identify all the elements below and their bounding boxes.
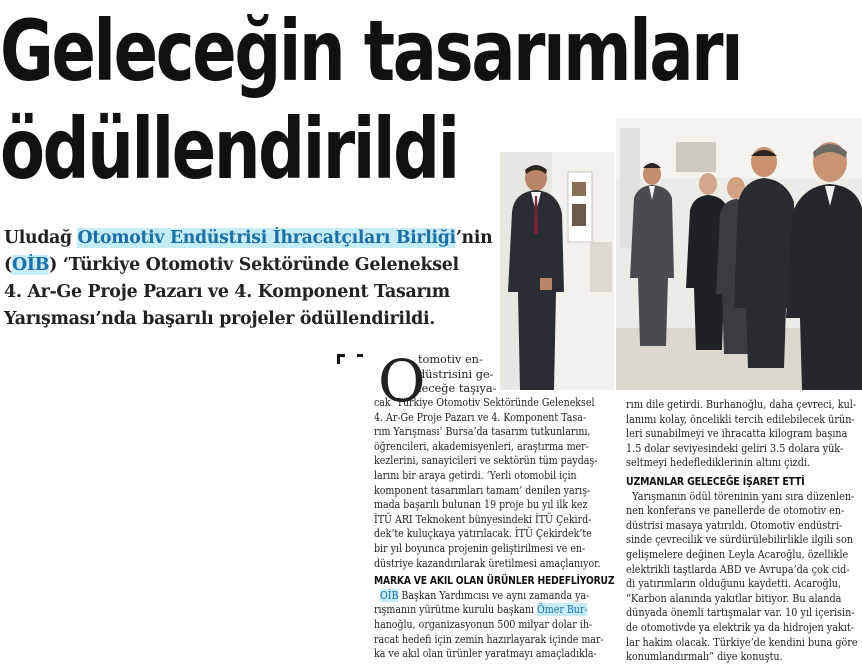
text-line: 4. Ar-Ge Proje Pazarı ve 4. Komponent Tasa- bbox=[374, 410, 587, 424]
deck-text: Uludağ bbox=[4, 228, 78, 248]
subhead-brand: MARKA VE AKIL OLAN ÜRÜNLER HEDEFLİYORUZ bbox=[374, 574, 615, 588]
text-line: larını bir araya getirdi. ‘Yerli otomobil için bbox=[374, 468, 577, 482]
text-line: düstrisi masaya yatırıldı. Otomotiv endüstri- bbox=[626, 518, 843, 532]
text-line: konumlandırmalı” diye konuştu. bbox=[626, 650, 783, 664]
text-line: gelişmelere değinen Leyla Acaroğlu, özellikle bbox=[626, 547, 849, 561]
text-line: kezlerini, sanayicileri ve sektörün tüm paydaş- bbox=[374, 454, 598, 468]
text-line: düstrisini ge- bbox=[418, 367, 494, 381]
text-line: rım Yarışması’ Bursa’da tasarım tutkunlarını, bbox=[374, 425, 591, 439]
deck-line-1 bbox=[4, 225, 493, 252]
text-line: nen konferans ve panellerde de otomotiv en- bbox=[626, 504, 845, 518]
photo-man-exhibition bbox=[500, 152, 614, 390]
text-line: sinde çevrecilik ve sürdürülebilirlikle ilgili son bbox=[626, 533, 853, 547]
text-span: Başkan Yardımcısı ve aynı zamanda ya- bbox=[398, 588, 590, 602]
deck-text: ( bbox=[4, 255, 12, 275]
text-line: “Karbon alanında yakıtlar bitiyor. Bu alanda bbox=[626, 591, 842, 605]
text-line: mada başarılı bulunan 19 proje bu yıl ilk kez bbox=[374, 498, 588, 512]
text-line: rını dile getirdi. Burhanoğlu, daha çevreci, kul- bbox=[626, 398, 857, 411]
text-line: cak ‘Türkiye Otomotiv Sektöründe Geleneksel bbox=[374, 396, 595, 409]
text-line: lanımı kolay, öncelikli tercih edilebilecek ürün- bbox=[626, 412, 855, 426]
text-line: de otomotivde ya elektrik ya da hidrojen yakıt- bbox=[626, 620, 855, 634]
text-line: İTÜ ARI Teknokent bünyesindeki İTÜ Çekird- bbox=[374, 512, 592, 526]
headline-line-1: Geleceğin tasarımları bbox=[0, 2, 742, 100]
text-line: hanoğlu, organizasyonun 500 milyar dolar ih- bbox=[374, 617, 593, 631]
text-line: öğrencileri, akademisyenleri, araştırma mer- bbox=[374, 439, 589, 453]
deck-line-4: Yarışması’nda başarılı projeler ödüllendirildi. bbox=[4, 309, 436, 329]
deck-text: ) ‘Türkiye Otomotiv Sektöründe Geleneksel bbox=[49, 255, 459, 275]
photo-group-exhibition bbox=[616, 118, 862, 390]
text-line bbox=[374, 589, 614, 604]
text-line: ka ve akıl olan ürünler yaratmayı amaçladıkla- bbox=[374, 647, 597, 661]
text-line: elektrikli taştlarda ABD ve Avrupa’da çok cid- bbox=[626, 562, 850, 576]
text-line: di yatırımların olduğunu kaydetti. Acaroğlu, bbox=[626, 577, 842, 591]
headline-line-2: ödüllendirildi bbox=[0, 100, 458, 198]
drop-cap: O bbox=[378, 347, 426, 415]
text-line: leri sunabilmeyi ve ihracatta kilogram başına bbox=[626, 427, 848, 441]
text-line: komponent tasarımları tamam’ denilen yarış- bbox=[374, 483, 591, 497]
text-line: seltmeyi hedeflediklerinin altını çizdi. bbox=[626, 456, 811, 470]
highlight-oib: OİB bbox=[11, 255, 50, 275]
text-line: tomotiv en- bbox=[418, 353, 483, 366]
highlight-person: Ömer Bur- bbox=[537, 603, 588, 617]
text-line: düstriye kazandırılarak üretilmesi amaçlanıyor. bbox=[374, 556, 601, 570]
deck bbox=[4, 225, 494, 333]
column-2 bbox=[626, 398, 862, 665]
deck-text: ’nin bbox=[455, 228, 493, 248]
text-line: leceğe taşıya- bbox=[418, 382, 497, 396]
text-line: dek’te kuluçkaya yatırılacak. İTÜ Çekirdek’te bbox=[374, 527, 592, 541]
deck-line-2 bbox=[4, 252, 492, 279]
text-line bbox=[374, 603, 614, 618]
deck-line-3: 4. Ar-Ge Proje Pazarı ve 4. Komponent Tasarım bbox=[4, 282, 450, 302]
text-line: 1.5 dolar seviyesindeki geliri 3.5 dolara yük- bbox=[626, 441, 844, 455]
highlight-oib-name: Otomotiv Endüstrisi İhracatçıları Birliği bbox=[77, 228, 456, 248]
text-span: Yarışmanın ödül töreninin yanı sıra düzenlen- bbox=[632, 489, 855, 503]
column-1-lead bbox=[418, 353, 496, 397]
section-marker bbox=[337, 354, 363, 364]
column-1 bbox=[374, 396, 661, 662]
text-line: dünyada önemli tartışmalar var. 10 yıl içerisin- bbox=[626, 606, 855, 620]
text-line bbox=[626, 490, 858, 505]
subhead-experts: UZMANLAR GELECEĞE İŞARET ETTİ bbox=[626, 474, 805, 488]
text-line: bir yıl boyunca projenin geliştirilmesi ve en- bbox=[374, 541, 586, 555]
text-line: racat hedefi için zemin hazırlayarak içinde mar- bbox=[374, 632, 604, 646]
text-span: rışmanın yürütme kurulu başkanı bbox=[374, 603, 538, 617]
text-line: lar hakim olacak. Türkiye’de kendini buna göre bbox=[626, 635, 858, 649]
highlight-oib: OİB bbox=[380, 588, 399, 602]
